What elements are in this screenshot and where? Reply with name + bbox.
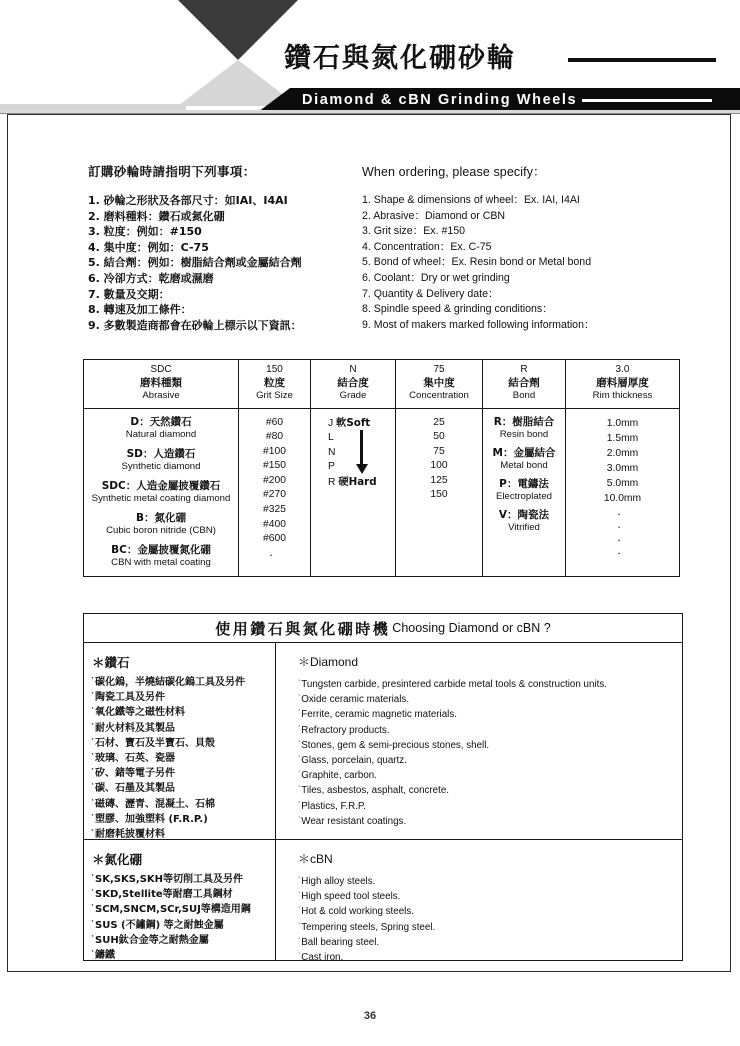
choosing-title-cn: 使用鑽石與氮化硼時機: [215, 619, 391, 638]
ordering-instructions-chinese: [88, 162, 358, 333]
grade-label: 硬Hard: [338, 475, 377, 488]
choosing-section: [83, 613, 683, 964]
list-item: 9. Most of makers marked following information：: [362, 318, 595, 331]
table-row: 3.0mm: [606, 462, 639, 474]
section-heading: ＊cBN: [298, 852, 333, 866]
table-row: 100: [430, 460, 448, 471]
ordering-heading-cn: 訂購砂輪時請指明下列事項：: [88, 164, 256, 179]
column-body: [84, 409, 238, 577]
choosing-right-column: [276, 643, 682, 964]
table-row: [328, 475, 392, 491]
abrasive-cn: SD：人造鑽石: [126, 447, 196, 460]
grade-scale: [314, 416, 392, 491]
abrasive-cn: B：氮化硼: [135, 511, 186, 524]
down-arrow-icon: [360, 430, 363, 464]
list-item: 3. 粒度：例如：#150: [88, 225, 202, 239]
bond-cn: V：陶瓷法: [498, 508, 550, 521]
list-item: ˙塑膠、加強塑料 (F.R.P.): [90, 813, 208, 825]
abrasive-en: Synthetic metal coating diamond: [91, 492, 231, 504]
header-title-chinese: 鑽石與氮化硼砂輪: [284, 43, 516, 74]
column-code: N: [349, 364, 357, 375]
table-row: [486, 416, 562, 441]
grade-letter: L: [328, 432, 334, 444]
bond-cn: M：金屬結合: [492, 446, 556, 459]
list-item: ˙陶瓷工具及另件: [90, 692, 165, 704]
list-item: ˙矽、鍺等電子另件: [90, 768, 175, 780]
table-row: #200: [263, 474, 286, 486]
list-item: ˙玻璃、石英、瓷器: [90, 753, 175, 765]
list-item: ˙Hot & cold working steels.: [298, 906, 414, 918]
list-item: ˙Oxide ceramic materials.: [298, 694, 410, 706]
table-column-rim-thickness: [566, 360, 679, 576]
section-heading: ＊鑽石: [92, 655, 130, 670]
column-code: 75: [433, 364, 445, 375]
column-code: R: [520, 364, 528, 375]
table-row: #100: [263, 445, 286, 457]
table-row: [486, 447, 562, 472]
list-item: ˙碳化鎢，半燒結碳化鎢工具及另件: [90, 677, 245, 688]
grade-letter: J: [328, 417, 334, 429]
table-row: #400: [263, 518, 286, 530]
list-item: 9. 多數製造商都會在砂輪上標示以下資訊：: [88, 318, 302, 332]
table-column-abrasive: [84, 360, 239, 576]
section-heading: ＊氮化硼: [92, 852, 143, 867]
table-column-concentration: [396, 360, 483, 576]
abrasive-cn: D：天然鑽石: [130, 415, 192, 428]
list-item: ˙石材、寶石及半寶石、貝殼: [90, 737, 215, 749]
table-row: ．: [617, 506, 628, 518]
abrasive-en: Cubic boron nitride (CBN): [106, 524, 216, 536]
header-rule-top: [568, 58, 716, 62]
table-row: [486, 478, 562, 503]
column-header: [84, 360, 238, 409]
table-row: 150: [430, 489, 448, 500]
column-header: [566, 360, 679, 409]
column-label-en: Rim thickness: [592, 390, 653, 401]
bond-cn: R：樹脂結合: [493, 415, 555, 428]
list-item: 6. Coolant：Dry or wet grinding: [362, 271, 510, 284]
bond-en: Resin bond: [499, 428, 549, 440]
list-item: ˙SK,SKS,SKH等切削工具及另件: [90, 874, 244, 885]
column-code: 3.0: [615, 364, 630, 375]
grade-label: 軟Soft: [336, 416, 371, 429]
grade-letter: R: [328, 476, 336, 488]
column-label-en: Bond: [512, 390, 536, 401]
table-column-grade: [311, 360, 396, 576]
list-item: ˙SCM,SNCM,SCr,SUJ等構造用鋼: [90, 904, 251, 916]
abrasive-en: CBN with metal coating: [111, 556, 211, 568]
cbn-block-en: [276, 839, 682, 964]
column-label-en: Grit Size: [256, 390, 293, 401]
list-item: ˙Stones, gem & semi-precious stones, shell.: [298, 739, 490, 751]
table-row: #150: [263, 460, 286, 472]
list-item: 2. 磨料種料：鑽石或氮化硼: [88, 209, 225, 223]
table-row: [87, 416, 235, 441]
list-item: ˙耐磨耗披覆材料: [90, 829, 165, 841]
column-body: [396, 409, 482, 577]
list-item: 8. 轉速及加工條件：: [88, 303, 192, 317]
list-item: ˙Refractory products.: [298, 724, 390, 736]
table-row: [87, 448, 235, 473]
table-row: 50: [433, 431, 445, 442]
list-item: 8. Spindle speed & grinding conditions：: [362, 303, 553, 316]
table-row: #270: [263, 489, 286, 501]
diamond-block-en: [276, 643, 682, 839]
list-item: ˙Ball bearing steel.: [298, 936, 380, 948]
header-rule-english: [582, 99, 712, 102]
cbn-list-en: [282, 874, 682, 965]
list-item: ˙Ferrite, ceramic magnetic materials.: [298, 709, 457, 721]
ordering-list-cn: [88, 193, 358, 333]
choosing-left-column: [84, 643, 276, 960]
table-row: [486, 509, 562, 534]
list-item: 5. Bond of wheel：Ex. Resin bond or Metal bond: [362, 256, 592, 269]
column-header: [311, 360, 395, 409]
column-body: [311, 409, 395, 577]
cbn-block-cn: [84, 839, 275, 962]
list-item: 7. 數量及交期：: [88, 287, 170, 301]
list-item: 3. Grit size：Ex. #150: [362, 225, 466, 238]
list-item: ˙SKD,Stellite等耐磨工具鋼材: [90, 889, 233, 901]
column-label-cn: 磨料層厚度: [596, 376, 649, 389]
header-title-english: Diamond & cBN Grinding Wheels: [302, 92, 578, 108]
list-item: ˙鑄鐵: [90, 950, 115, 962]
list-item: ˙Cast iron.: [298, 952, 344, 964]
cbn-list-cn: [90, 872, 275, 963]
grade-letter: N: [328, 446, 336, 458]
column-body: [483, 409, 565, 577]
list-item: ˙Tiles, asbestos, asphalt, concrete.: [298, 785, 450, 797]
table-row: #600: [263, 533, 286, 545]
list-item: 4. Concentration：Ex. C-75: [362, 240, 492, 253]
column-label-cn: 粒度: [264, 376, 285, 389]
bond-cn: P：電鑄法: [499, 477, 549, 490]
specification-table: [83, 359, 680, 577]
dark-triangle-icon: [178, 0, 298, 60]
bond-en: Electroplated: [496, 490, 552, 502]
list-item: ˙High alloy steels.: [298, 876, 376, 887]
table-row: #80: [265, 431, 284, 443]
table-row: 75: [433, 445, 445, 457]
ordering-heading-en: When ordering, please specify：: [362, 165, 546, 179]
column-label-cn: 集中度: [423, 376, 455, 389]
list-item: ˙磁磚、瀝青、混凝土、石棉: [90, 798, 215, 810]
list-item: 7. Quantity & Delivery date：: [362, 287, 499, 300]
diamond-block-cn: [84, 643, 275, 839]
list-item: 2. Abrasive：Diamond or CBN: [362, 209, 506, 222]
diamond-list-cn: [90, 675, 275, 842]
page-header: [0, 0, 740, 116]
column-body: [566, 409, 679, 577]
bond-en: Metal bond: [500, 459, 548, 471]
list-item: ˙氧化鐵等之磁性材料: [90, 707, 185, 719]
table-row: 2.0mm: [606, 447, 639, 459]
table-row: 25: [433, 416, 445, 428]
column-header: [483, 360, 565, 409]
table-row: [87, 512, 235, 537]
list-item: ˙碳、石墨及其製品: [90, 783, 175, 795]
abrasive-cn: SDC：人造金屬披覆鑽石: [101, 479, 221, 492]
list-item: 1. 砂輪之形狀及各部尺寸：如IAI、I4AI: [88, 194, 288, 207]
choosing-title-en: Choosing Diamond or cBN ?: [392, 621, 551, 635]
table-row: #60: [265, 416, 284, 428]
table-row: ．: [617, 545, 628, 557]
choosing-title-bar: [84, 614, 682, 643]
grade-letter: P: [328, 461, 335, 473]
list-item: ˙Glass, porcelain, quartz.: [298, 755, 407, 767]
list-item: 1. Shape & dimensions of wheel：Ex. IAI, I4AI: [362, 194, 580, 206]
list-item: 5. 結合劑：例如：樹脂結合劑或金屬結合劑: [88, 256, 302, 270]
list-item: ˙High speed tool steels.: [298, 891, 401, 903]
list-item: ˙Tungsten carbide, presintered carbide metal tools & construction units.: [298, 679, 607, 690]
abrasive-en: Natural diamond: [125, 428, 197, 440]
page-number: 36: [363, 1010, 377, 1022]
column-label-en: Abrasive: [142, 390, 180, 401]
table-row: 5.0mm: [606, 477, 639, 489]
table-row: 1.5mm: [606, 432, 639, 444]
choosing-grid: [84, 643, 682, 964]
table-row: ．: [617, 519, 628, 531]
list-item: ˙Plastics, F.R.P.: [298, 800, 366, 812]
column-label-cn: 磨料種類: [140, 376, 182, 389]
ordering-instructions-english: [362, 162, 692, 333]
section-heading: ＊Diamond: [298, 655, 359, 669]
abrasive-cn: BC：金屬披覆氮化硼: [111, 543, 211, 556]
list-item: ˙Wear resistant coatings.: [298, 815, 407, 827]
bond-en: Vitrified: [508, 521, 540, 533]
table-row: 10.0mm: [603, 492, 642, 504]
table-row: [87, 480, 235, 505]
ordering-list-en: [362, 193, 692, 333]
list-item: ˙Graphite, carbon.: [298, 770, 377, 782]
table-row: 125: [430, 474, 448, 486]
header-bar-slant: [258, 88, 290, 112]
table-row: ．: [269, 547, 280, 559]
column-header: [239, 360, 310, 409]
list-item: ˙耐火材料及其製品: [90, 722, 175, 734]
column-label-en: Concentration: [409, 390, 469, 401]
column-code: 150: [266, 364, 283, 375]
table-column-bond: [483, 360, 566, 576]
table-row: 1.0mm: [606, 417, 639, 429]
table-row: [87, 544, 235, 569]
column-label-cn: 結合度: [337, 376, 369, 389]
column-label-en: Grade: [339, 390, 367, 401]
diamond-list-en: [282, 677, 682, 829]
list-item: 4. 集中度：例如：C-75: [88, 240, 209, 254]
table-column-grit-size: [239, 360, 311, 576]
list-item: ˙SUS (不鏽鋼) 等之耐蝕金屬: [90, 919, 224, 931]
table-row: #325: [263, 504, 286, 516]
column-code: SDC: [150, 364, 172, 375]
table-row: ．: [617, 532, 628, 544]
abrasive-en: Synthetic diamond: [121, 460, 201, 472]
column-body: [239, 409, 310, 577]
list-item: 6. 冷卻方式：乾磨或濕磨: [88, 271, 214, 285]
column-label-cn: 結合劑: [508, 376, 540, 389]
list-item: ˙Tempering steels, Spring steel.: [298, 921, 436, 933]
column-header: [396, 360, 482, 409]
list-item: ˙SUH鈦合金等之耐熱金屬: [90, 934, 209, 946]
